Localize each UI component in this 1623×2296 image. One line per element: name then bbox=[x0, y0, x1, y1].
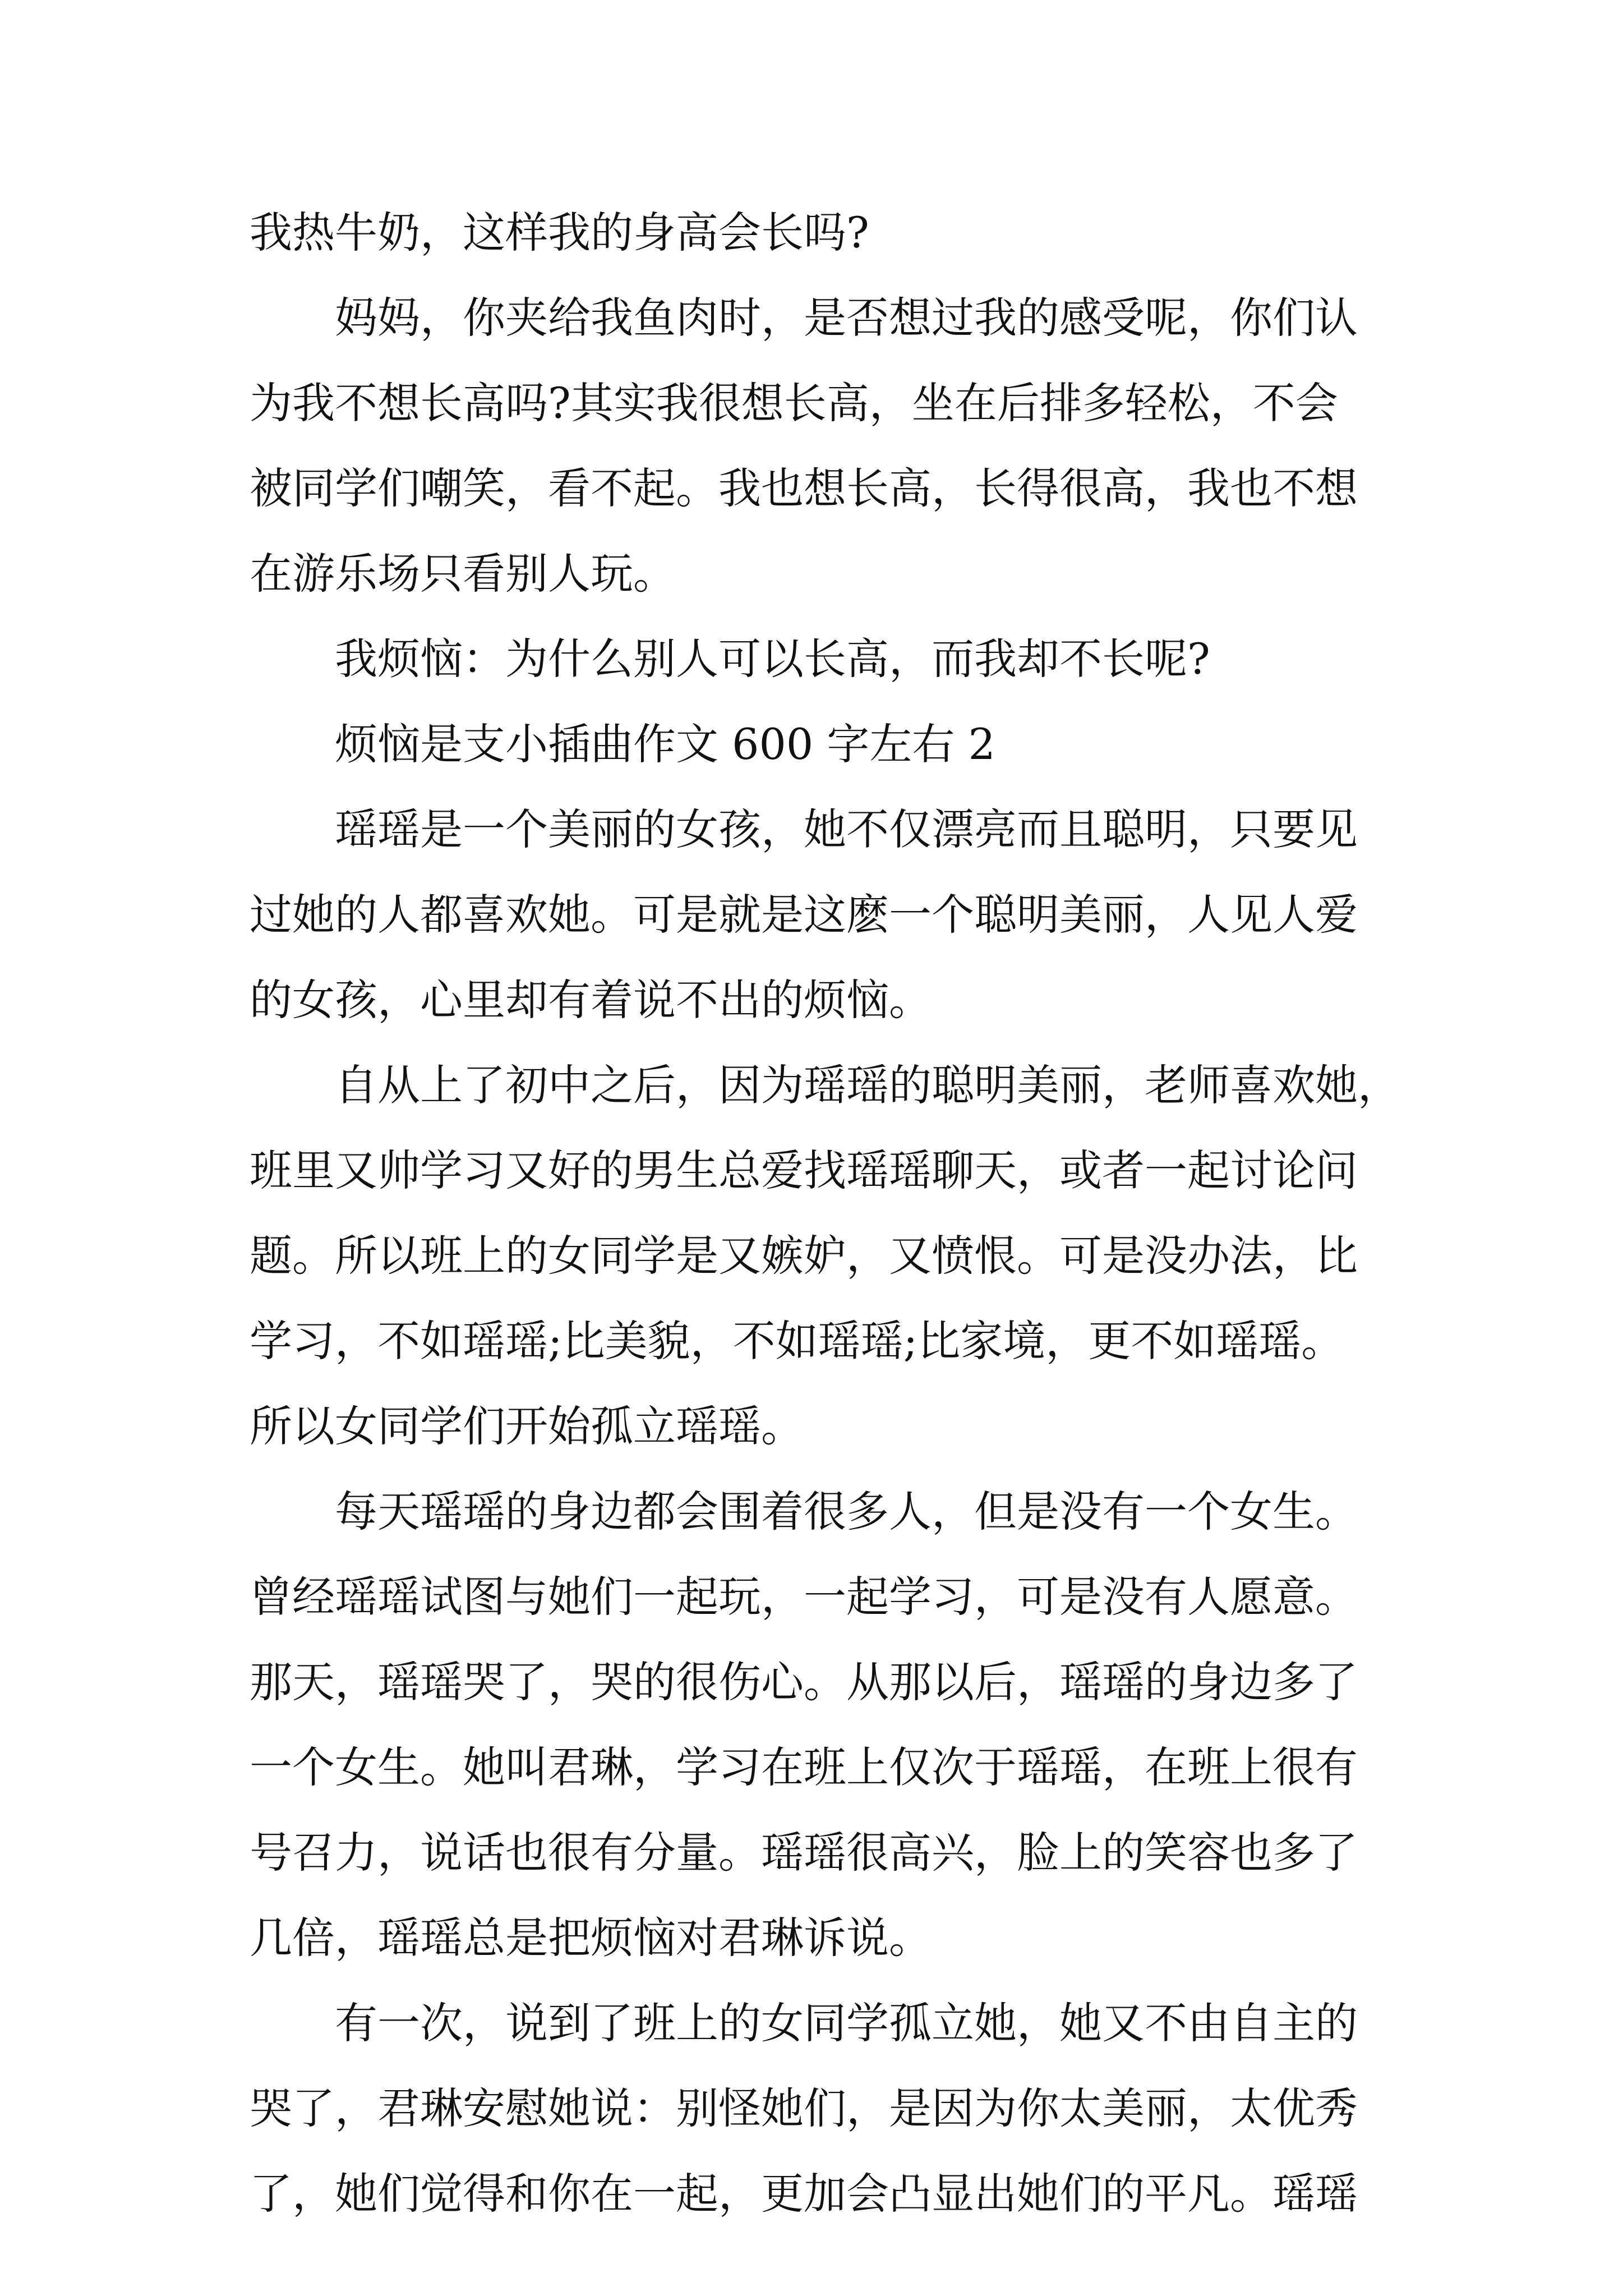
text-line: 班里又帅学习又好的男生总爱找瑶瑶聊天，或者一起讨论问 bbox=[250, 1145, 1358, 1195]
paragraph-start: 瑶瑶是一个美丽的女孩，她不仅漂亮而且聪明，只要见 bbox=[335, 804, 1358, 854]
paragraph-start: 我烦恼：为什么别人可以长高，而我却不长呢? bbox=[335, 634, 1210, 684]
text-line: 为我不想长高吗?其实我很想长高，坐在后排多轻松，不会 bbox=[250, 378, 1338, 428]
text-line: 了，她们觉得和你在一起，更加会凸显出她们的平凡。瑶瑶 bbox=[250, 2169, 1358, 2219]
document-body bbox=[250, 205, 1416, 2251]
text-line: 几倍，瑶瑶总是把烦恼对君琳诉说。 bbox=[250, 1913, 932, 1963]
text-line: 过她的人都喜欢她。可是就是这麽一个聪明美丽，人见人爱 bbox=[250, 890, 1358, 940]
paragraph-start: 每天瑶瑶的身边都会围着很多人，但是没有一个女生。 bbox=[335, 1487, 1358, 1536]
text-line: 那天，瑶瑶哭了，哭的很伤心。从那以后，瑶瑶的身边多了 bbox=[250, 1657, 1358, 1707]
text-line: 我热牛奶，这样我的身高会长吗? bbox=[250, 208, 869, 257]
text-line: 哭了，君琳安慰她说：别怪她们，是因为你太美丽，太优秀 bbox=[250, 2083, 1358, 2133]
paragraph-start: 妈妈，你夹给我鱼肉时，是否想过我的感受呢，你们认 bbox=[335, 293, 1358, 343]
section-heading: 烦恼是支小插曲作文 600 字左右 2 bbox=[335, 719, 995, 769]
text-line: 一个女生。她叫君琳，学习在班上仅次于瑶瑶，在班上很有 bbox=[250, 1742, 1358, 1792]
text-line: 号召力，说话也很有分量。瑶瑶很高兴，脸上的笑容也多了 bbox=[250, 1828, 1358, 1878]
text-line: 的女孩，心里却有着说不出的烦恼。 bbox=[250, 975, 932, 1025]
text-line: 学习，不如瑶瑶;比美貌，不如瑶瑶;比家境，更不如瑶瑶。 bbox=[250, 1316, 1344, 1366]
text-line: 所以女同学们开始孤立瑶瑶。 bbox=[250, 1401, 804, 1451]
text-line: 曾经瑶瑶试图与她们一起玩，一起学习，可是没有人愿意。 bbox=[250, 1572, 1358, 1622]
text-line: 被同学们嘲笑，看不起。我也想长高，长得很高，我也不想 bbox=[250, 463, 1358, 513]
text-line: 在游乐场只看别人玩。 bbox=[250, 549, 676, 599]
text-line: 题。所以班上的女同学是又嫉妒，又愤恨。可是没办法，比 bbox=[250, 1231, 1358, 1281]
paragraph-start: 自从上了初中之后，因为瑶瑶的聪明美丽，老师喜欢她， bbox=[335, 1060, 1400, 1110]
paragraph-start: 有一次，说到了班上的女同学孤立她，她又不由自主的 bbox=[335, 1998, 1358, 2048]
